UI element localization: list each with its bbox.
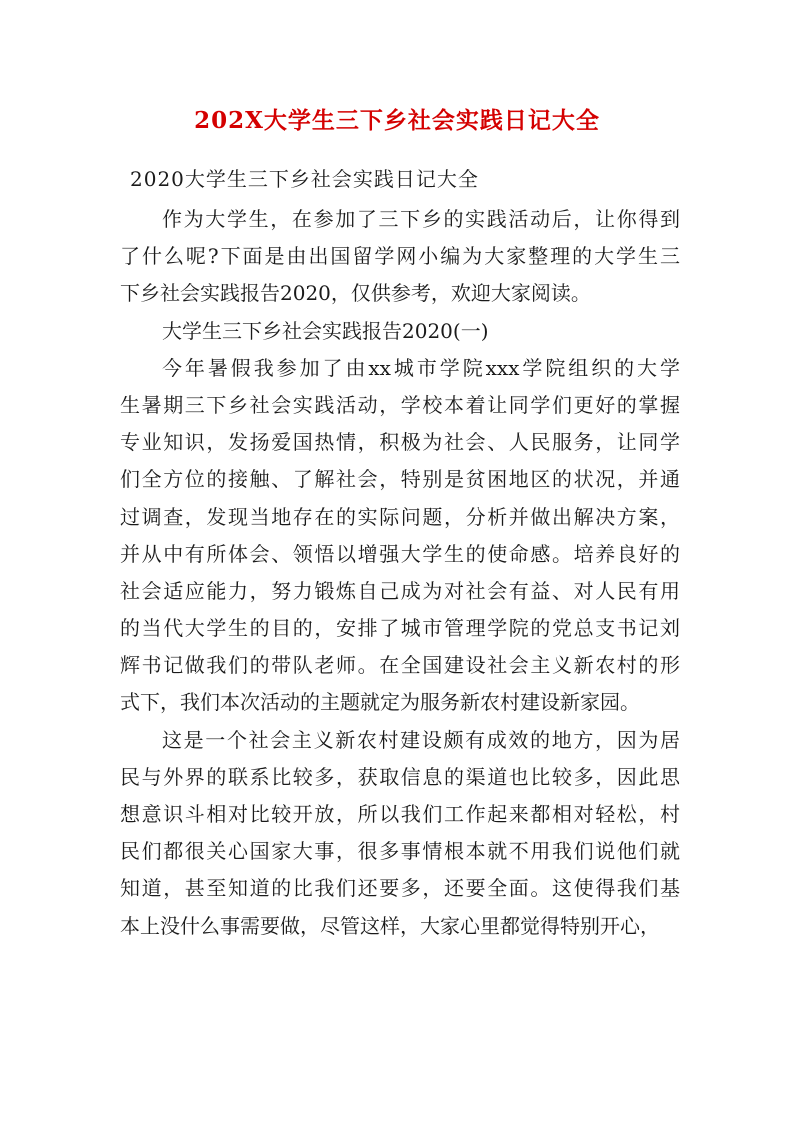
paragraph-line: 式下，我们本次活动的主题就定为服务新农村建设新家园。: [120, 690, 640, 715]
section-heading: 大学生三下乡社会实践报告2020(一): [162, 318, 489, 343]
paragraph-line: 们全方位的接触、了解社会，特别是贫困地区的状况，并通: [120, 467, 680, 492]
paragraph-line: 社会适应能力，努力锻炼自己成为对社会有益、对人民有用: [120, 578, 680, 603]
paragraph-line: 知道，甚至知道的比我们还要多，还要全面。这使得我们基: [120, 876, 680, 901]
paragraph-line: 民与外界的联系比较多，获取信息的渠道也比较多，因此思: [120, 764, 680, 789]
paragraph-line: 今年暑假我参加了由xx城市学院xxx学院组织的大学: [162, 355, 680, 380]
paragraph-line: 下乡社会实践报告2020，仅供参考，欢迎大家阅读。: [120, 281, 591, 306]
paragraph-line: 作为大学生，在参加了三下乡的实践活动后，让你得到: [162, 207, 680, 231]
paragraph-line: 想意识斗相对比较开放，所以我们工作起来都相对轻松，村: [120, 802, 680, 826]
paragraph-line: 生暑期三下乡社会实践活动，学校本着让同学们更好的掌握: [120, 392, 680, 417]
document-subtitle: 2020大学生三下乡社会实践日记大全: [130, 167, 479, 191]
paragraph-line: 这是一个社会主义新农村建设颇有成效的地方，因为居: [162, 727, 680, 752]
paragraph-line: 并从中有所体会、领悟以增强大学生的使命感。培养良好的: [120, 541, 680, 566]
document-body: [120, 201, 680, 945]
paragraph-line: 过调查，发现当地存在的实际问题，分析并做出解决方案，: [120, 504, 680, 529]
paragraph-line: 专业知识，发扬爱国热情，积极为社会、人民服务，让同学: [120, 430, 680, 455]
paragraph-line: 辉书记做我们的带队老师。在全国建设社会主义新农村的形: [120, 653, 680, 678]
paragraph-line: 本上没什么事需要做，尽管这样，大家心里都觉得特别开心，: [120, 913, 660, 938]
paragraph-line: 了什么呢?下面是由出国留学网小编为大家整理的大学生三: [120, 244, 680, 269]
document-title: 202X大学生三下乡社会实践日记大全: [194, 107, 600, 134]
paragraph-line: 的当代大学生的目的，安排了城市管理学院的党总支书记刘: [120, 616, 680, 641]
paragraph-line: 民们都很关心国家大事，很多事情根本就不用我们说他们就: [120, 839, 680, 864]
